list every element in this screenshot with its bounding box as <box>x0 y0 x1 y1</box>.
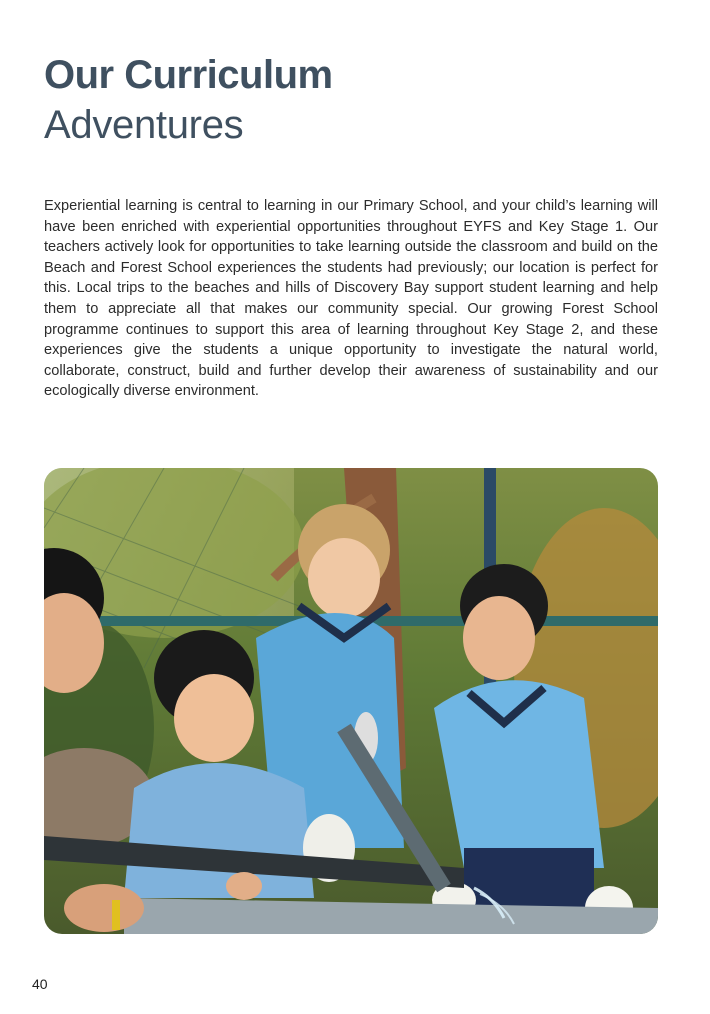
intro-paragraph: Experiential learning is central to learning in our Primary School, and your child’s learning will have been enriched with experiential opportunities throughout EYFS and Key Stage 1. Our teachers actively look for opportunities to take learning outside the classroom and build on the Beach and Forest School experiences the students had previously; our location is perfect for this. Local trips to the beaches and hills of Discovery Bay support student learning and help them to appreciate all that makes our community special. Our growing Forest School programme continues to support this area of learning throughout Key Stage 2, and these experiences give the students a unique opportunity to investigate the natural world, collaborate, construct, build and further develop their awareness of sustainability and our ecologically diverse environment. <box>44 198 658 400</box>
page-title: Our Curriculum <box>44 53 333 97</box>
page-subtitle: Adventures <box>44 103 244 147</box>
page-number: 40 <box>32 976 48 992</box>
students-outdoor-photo <box>44 468 658 934</box>
